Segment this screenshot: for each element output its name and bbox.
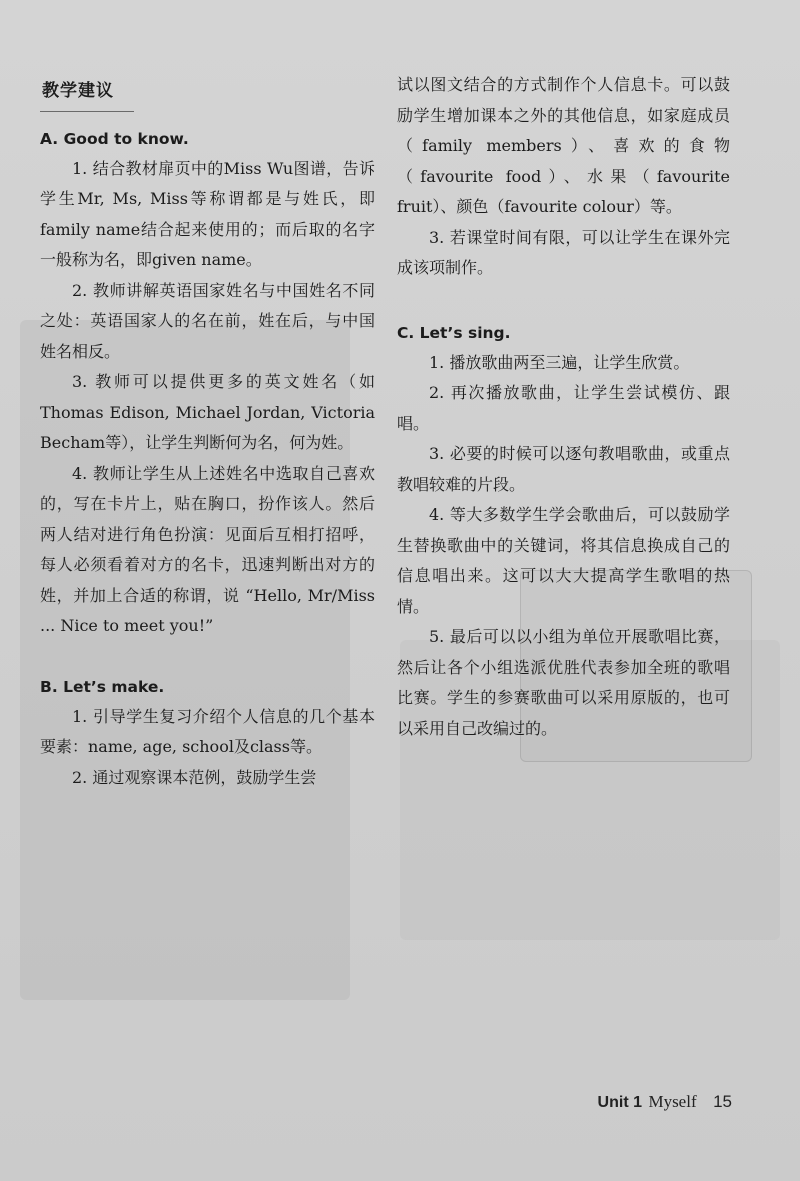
section-a-paragraph: 2. 教师讲解英语国家姓名与中国姓名不同之处：英语国家人的名在前，姓在后，与中国姓名相反。 [40, 280, 375, 361]
section-a-paragraph: 3. 教师可以提供更多的英文姓名（如Thomas Edison, Michael Jordan, Victoria Becham等），让学生判断何为名，何为姓。 [40, 372, 375, 452]
footer-unit-title: Myself [648, 1092, 697, 1111]
page-number: 15 [713, 1092, 732, 1111]
section-b-title: B. Let’s make. [40, 677, 165, 696]
section-b-paragraph: 2. 通过观察课本范例，鼓励学生尝 [72, 767, 317, 787]
page-heading: 教学建议 [40, 70, 134, 112]
section-c-paragraph: 4. 等大多数学生学会歌曲后，可以鼓励学生替换歌曲中的关键词，将其信息换成自己的信息唱出来。这可以大大提高学生歌唱的热情。 [397, 505, 730, 616]
section-c-paragraph: 5. 最后可以以小组为单位开展歌唱比赛，然后让各个小组选派优胜代表参加全班的歌唱比赛。学生的参赛歌曲可以采用原版的，也可以采用自己改编过的。 [397, 627, 730, 738]
section-b-paragraph: 1. 引导学生复习介绍个人信息的几个基本要素：name, age, school及class等。 [40, 706, 375, 756]
section-b-continuation: 试以图文结合的方式制作个人信息卡。可以鼓励学生增加课本之外的其他信息，如家庭成员（family members）、喜欢的食物（favourite food）、水果（favourite fruit）、颜色（favourite colour）等。 [397, 75, 730, 216]
section-c-paragraph: 3. 必要的时候可以逐句教唱歌曲，或重点教唱较难的片段。 [397, 444, 730, 494]
footer-unit: Unit 1 [597, 1094, 642, 1111]
section-a-paragraph: 4. 教师让学生从上述姓名中选取自己喜欢的，写在卡片上，贴在胸口，扮作该人。然后两人结对进行角色扮演：见面后互相打招呼，每人必须看着对方的名卡，迅速判断出对方的姓，并加上合适的称谓，说 “Hello, Mr/Miss ... Nice to meet you!” [40, 463, 375, 635]
section-a-paragraph: 1. 结合教材扉页中的Miss Wu图谱，告诉学生Mr, Ms, Miss等称谓都是与姓氏，即family name结合起来使用的；而后取的名字一般称为名，即given name。 [40, 158, 375, 269]
section-c-paragraph: 1. 播放歌曲两至三遍，让学生欣赏。 [429, 352, 690, 372]
page-footer [598, 1092, 732, 1112]
right-column [397, 70, 730, 744]
section-b-paragraph: 3. 若课堂时间有限，可以让学生在课外完成该项制作。 [397, 227, 730, 277]
section-a-title: A. Good to know. [40, 129, 189, 148]
section-c-title: C. Let’s sing. [397, 323, 511, 342]
left-column [40, 70, 375, 793]
section-c-paragraph: 2. 再次播放歌曲，让学生尝试模仿、跟唱。 [397, 383, 730, 433]
